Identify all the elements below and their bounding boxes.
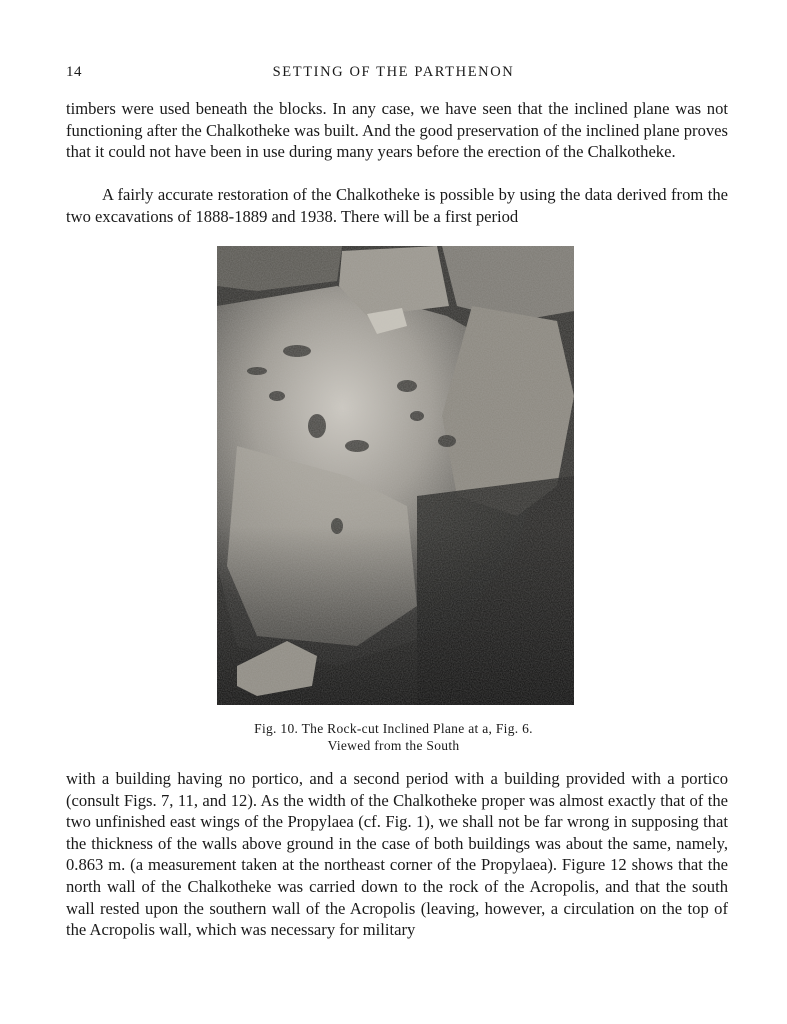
caption-line-2: Viewed from the South xyxy=(327,738,460,753)
page-number: 14 xyxy=(66,64,82,80)
paragraph-top: timbers were used beneath the blocks. In any case, we have seen that the inclined plane was not functioning after the Chalkotheke was built. And the good preservation of the inclined plane proves that it could not have been in use during many years before the erection of the Chalkotheke. xyxy=(66,99,728,162)
caption-line-1: Fig. 10. The Rock-cut Inclined Plane at a, Fig. 6. xyxy=(254,721,533,736)
figure-photograph xyxy=(217,246,574,705)
paragraph-bottom: with a building having no portico, and a second period with a building provided with a portico (consult Figs. 7, 11, and 12). As the width of the Chalkotheke proper was almost exactly that of the two unfinished east wings of the Propylaea (cf. Fig. 1), we shall not be far wrong in supposing that the thickness of the walls above ground in the case of both buildings was about the same, namely, 0.863 m. (a measurement taken at the northeast corner of the Propylaea). Figure 12 shows that the north wall of the Chalkotheke was carried down to the rock of the Acropolis, and that the south wall rested upon the southern wall of the Acropolis (leaving, however, a circulation on the top of the Acropolis wall, which was necessary for military xyxy=(66,769,728,940)
figure-caption xyxy=(0,720,787,754)
running-head: SETTING OF THE PARTHENON xyxy=(272,64,515,80)
paragraph-restoration: A fairly accurate restoration of the Chalkotheke is possible by using the data derived from the two excavations of 1888-1889 and 1938. There will be a first period xyxy=(66,185,728,226)
photo-grain xyxy=(217,246,574,705)
